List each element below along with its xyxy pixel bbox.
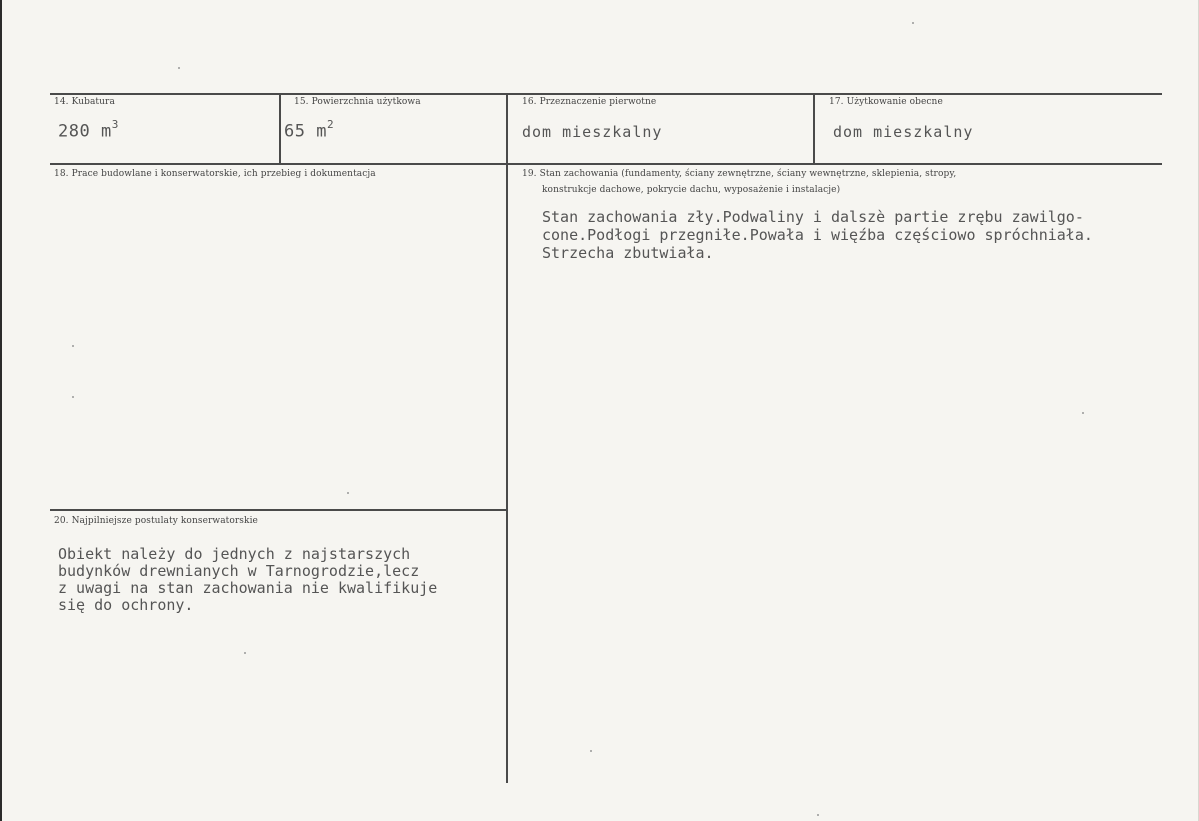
stan-text-line3: Strzecha zbutwiała.: [542, 244, 714, 262]
uzytkowanie-label: 17. Użytkowanie obecne: [829, 97, 943, 107]
prace-label: 18. Prace budowlane i konserwatorskie, ich przebieg i dokumentacja: [54, 169, 376, 179]
col-divider-17: [813, 93, 815, 165]
kubatura-value: [58, 120, 119, 142]
top-rule: [50, 93, 1162, 95]
paper-speck: [178, 67, 180, 69]
kubatura-label: 14. Kubatura: [54, 97, 115, 107]
col-divider-16: [506, 93, 508, 783]
postulaty-text-line2: budynków drewnianych w Tarnogrodzie,lecz: [58, 562, 420, 580]
postulaty-text-line3: z uwagi na stan zachowania nie kwalifikuje: [58, 579, 438, 597]
kubatura-number: 280 m: [58, 121, 112, 142]
przeznaczenie-value: dom mieszkalny: [522, 123, 663, 141]
postulaty-text-line4: się do ochrony.: [58, 596, 194, 614]
section-20-rule: [50, 509, 506, 511]
przeznaczenie-label: 16. Przeznaczenie pierwotne: [522, 97, 657, 107]
paper-speck: [72, 345, 74, 347]
paper-speck: [347, 492, 349, 494]
paper-speck: [817, 814, 819, 816]
stan-text-line1: Stan zachowania zły.Podwaliny i dalszè partie zrębu zawilgo-: [542, 208, 1084, 226]
paper-speck: [1082, 412, 1084, 414]
powierzchnia-label: 15. Powierzchnia użytkowa: [294, 97, 421, 107]
paper-speck: [72, 396, 74, 398]
kubatura-exponent: 3: [111, 118, 119, 131]
powierzchnia-value: [284, 120, 334, 142]
paper-speck: [912, 22, 914, 24]
stan-label-line1: 19. Stan zachowania (fundamenty, ściany zewnętrzne, ściany wewnętrzne, sklepienia, stropy,: [522, 169, 957, 179]
uzytkowanie-value: dom mieszkalny: [833, 123, 974, 141]
postulaty-label: 20. Najpilniejsze postulaty konserwatorskie: [54, 516, 258, 526]
col-divider-15: [279, 93, 281, 165]
powierzchnia-number: 65 m: [284, 121, 327, 142]
postulaty-text-line1: Obiekt należy do jednych z najstarszych: [58, 545, 411, 563]
paper-speck: [590, 750, 592, 752]
row-divider-rule: [50, 163, 1162, 165]
paper-speck: [244, 652, 246, 654]
stan-text-line2: cone.Podłogi przegniłe.Powała i więźba częściowo spróchniała.: [542, 226, 1093, 244]
stan-label-line2: konstrukcje dachowe, pokrycie dachu, wyposażenie i instalacje): [542, 185, 841, 195]
powierzchnia-exponent: 2: [326, 118, 335, 131]
